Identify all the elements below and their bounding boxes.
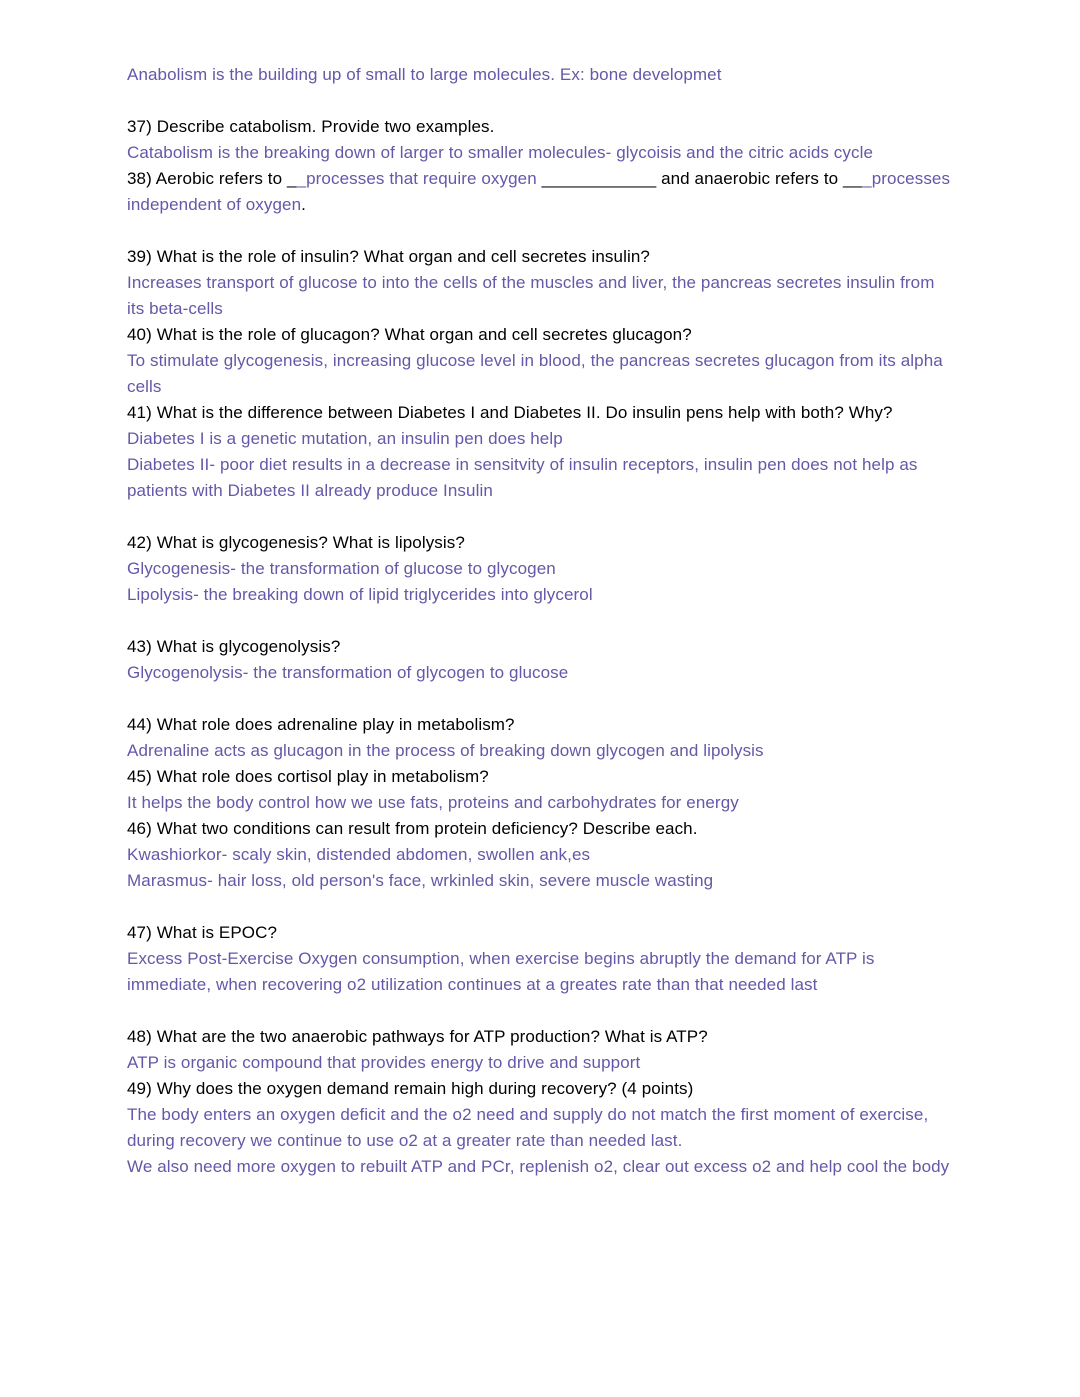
answer-paragraph: The body enters an oxygen deficit and the o2 need and supply do not match the first moment of exercise, during recovery we continue to use o2 at a greater rate than needed last. [127,1105,934,1150]
question-paragraph: 37) Describe catabolism. Provide two examples. [127,117,495,136]
fill-in-blank-question-paragraph [127,166,955,218]
answer-paragraph: Diabetes I is a genetic mutation, an insulin pen does help [127,429,563,448]
blank-line [127,608,955,634]
answer-paragraph: Kwashiorkor- scaly skin, distended abdomen, swollen ank,es [127,845,591,864]
question-text-segment: . [301,195,306,214]
question-paragraph: 49) Why does the oxygen demand remain high during recovery? (4 points) [127,1079,694,1098]
blank-line [127,88,955,114]
answer-paragraph: Excess Post-Exercise Oxygen consumption, when exercise begins abruptly the demand for ATP is immediate, when recovering o2 utilization continues at a greates rate than that needed last [127,949,880,994]
question-text-segment: 38) Aerobic refers to _ [127,169,297,188]
answer-paragraph: Glycogenesis- the transformation of glucose to glycogen [127,559,556,578]
answer-paragraph: We also need more oxygen to rebuilt ATP and PCr, replenish o2, clear out excess o2 and help cool the body [127,1157,950,1176]
answer-paragraph: To stimulate glycogenesis, increasing glucose level in blood, the pancreas secretes glucagon from its alpha cells [127,351,948,396]
answer-paragraph: Catabolism is the breaking down of larger to smaller molecules- glycoisis and the citric acids cycle [127,143,874,162]
question-text-segment: ____________ and anaerobic refers to [541,169,844,188]
answer-paragraph: Lipolysis- the breaking down of lipid triglycerides into glycerol [127,585,593,604]
blank-line [127,218,955,244]
blank-line [127,894,955,920]
answer-paragraph: Increases transport of glucose to into the cells of the muscles and liver, the pancreas secretes insulin from its beta-cells [127,273,940,318]
answer-paragraph: It helps the body control how we use fats, proteins and carbohydrates for energy [127,793,739,812]
document-body [127,62,955,1180]
question-paragraph: 45) What role does cortisol play in metabolism? [127,767,489,786]
question-paragraph: 46) What two conditions can result from protein deficiency? Describe each. [127,819,698,838]
answer-paragraph: Adrenaline acts as glucagon in the process of breaking down glycogen and lipolysis [127,741,764,760]
question-paragraph: 41) What is the difference between Diabetes I and Diabetes II. Do insulin pens help with both? Why? [127,403,893,422]
answer-paragraph: Glycogenolysis- the transformation of glycogen to glucose [127,663,569,682]
answer-paragraph: ATP is organic compound that provides energy to drive and support [127,1053,641,1072]
answer-paragraph: Anabolism is the building up of small to large molecules. Ex: bone developmet [127,65,722,84]
question-text-segment: __ [843,169,863,188]
answer-text-segment: _processes independent of oxygen [127,169,955,214]
question-paragraph: 48) What are the two anaerobic pathways for ATP production? What is ATP? [127,1027,708,1046]
question-paragraph: 42) What is glycogenesis? What is lipolysis? [127,533,465,552]
question-paragraph: 39) What is the role of insulin? What organ and cell secretes insulin? [127,247,650,266]
question-paragraph: 44) What role does adrenaline play in metabolism? [127,715,515,734]
blank-line [127,686,955,712]
answer-text-segment: _processes that require oxygen [296,169,542,188]
question-paragraph: 43) What is glycogenolysis? [127,637,341,656]
answer-paragraph: Marasmus- hair loss, old person's face, wrkinled skin, severe muscle wasting [127,871,714,890]
answer-paragraph: Diabetes II- poor diet results in a decrease in sensitvity of insulin receptors, insulin pen does not help as patients with Diabetes II already produce Insulin [127,455,923,500]
blank-line [127,998,955,1024]
question-paragraph: 47) What is EPOC? [127,923,278,942]
question-paragraph: 40) What is the role of glucagon? What organ and cell secretes glucagon? [127,325,692,344]
blank-line [127,504,955,530]
